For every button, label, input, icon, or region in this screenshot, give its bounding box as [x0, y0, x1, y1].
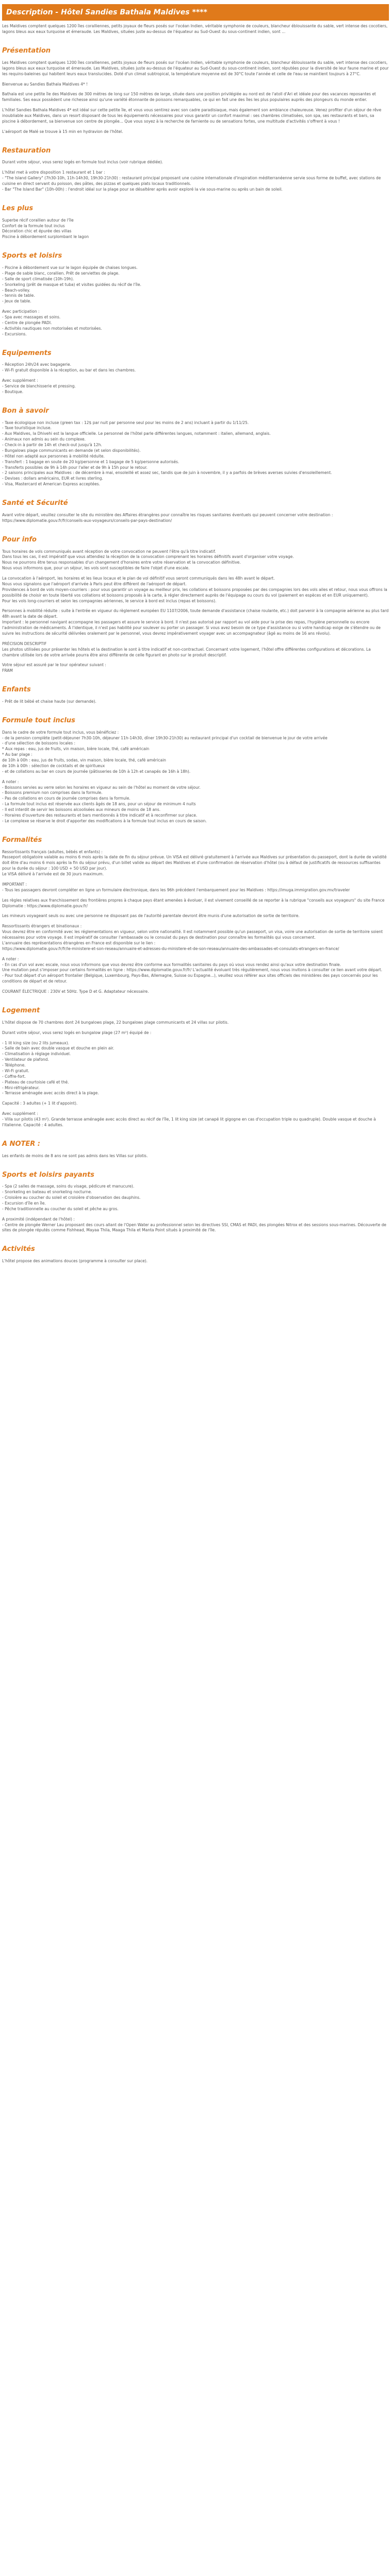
- section-paragraph: - Prêt de lit bébé et chaise haute (sur demande).: [2, 699, 96, 704]
- section-paragraph: L'hôtel met à votre disposition 1 restaurant et 1 bar : - "The Island Gallery" (7h30-10h, 11h-14h30, 19h30-21h30) : restaurant principal proposant une cuisine internationale d'inspiration méditerranéenne servie sous forme de buffet, avec stations de cuisine en direct servant du poisson, des pâtes, des pizzas et quelques plats locaux traditionnels. - Bar "The Island Bar" (10h-00h) : l'endroit idéal sur la plage pour se désaltérer après avoir exploré la vie sous-marine ou après un bain de soleil.: [2, 170, 381, 192]
- section-title: Pour info: [2, 535, 37, 544]
- section-paragraph: - Taxe écologique non incluse (green tax : 12$ par nuit par personne seul pour les moins de 2 ans) incluant à partir du 1/11/25. - Taxe touristique incluse. - Aux Maldives, la Dhivehi est la langue officielle. Le personnel de l'hôtel parle différentes langues, notamment : italien, allemand, anglais. - Animaux non admis au sein du complexe. - Check-in à partir de 14h et check-out jusqu'à 12h. - Bungalows plage communicants en demande (et selon disponibilités). - Hôtel non adapté aux personnes à mobilité réduite. - Transfert : 1 bagage en soute de 20 kg/personne et 1 bagage de 5 kg/personne autorisés. - Transferts possibles de 9h à 14h pour l'aller et de 9h à 15h pour le retour. - 2 saisons principales aux Maldives : de décembre à mai, ensoleillé et assez sec, tandis que de juin à novembre, il y a parfois de brèves averses suivies d'ensoleillement. - Devises : dollars américains, EUR et livres sterling. - Visa, Mastercard et American Express acceptées.: [2, 420, 332, 487]
- section-paragraph: - Piscine à débordement vue sur le lagon équipée de chaises longues. - Plage de sable blanc, corallien. Prêt de serviettes de plage. - Salle de sport climatisée (10h-19h). - Snorkeling (prêt de masque et tuba) et visites guidées du récif de l'île. - Beach-volley. - tennis de table. - Jeux de table.: [2, 265, 141, 304]
- section-title: Formule tout inclus: [2, 716, 75, 724]
- section-paragraph: Tous horaires de vols communiqués avant réception de votre convocation ne peuvent l'être qu'à titre indicatif. Dans tous les cas, il est impératif que vous attendiez la réception de la convocation comprenant les horaires définitifs avant d'organiser votre voyage. Nous ne pourrons être tenus responsables d'un changement d'horaires entre votre réservation et la convocation définitive. Nous vous informons que, pour un séjour, les vols sont susceptibles de faire l'objet d'une escale.: [2, 549, 294, 571]
- section-paragraph: L'hôtel propose des animations douces (programme à consulter sur place).: [2, 1259, 148, 1264]
- section-paragraph: Les règles relatives aux franchissement des frontières propres à chaque pays étant amenées à évoluer, il est vivement conseillé de se reporter à la rubrique "conseils aux voyageurs" du site France Diplomatie : https://www.diplomatie.gouv.fr/: [2, 897, 385, 908]
- section-paragraph: - Réception 24h/24 avec bagagerie. - Wi-Fi gratuit disponible à la réception, au bar et dans les chambres.: [2, 362, 136, 373]
- section: [2, 836, 389, 995]
- section: [2, 716, 389, 824]
- section: [2, 1171, 389, 1234]
- section: [2, 535, 389, 674]
- section-title: Santé et Sécurité: [2, 499, 68, 507]
- section-paragraph: A noter : - Boissons servies au verre selon les horaires en vigueur au sein de l'hôtel au moment de votre séjour. - Boissons premium non comprises dans la formule. - Pas de collations en cours de journée comprises dans la formule. - La formule tout inclus est réservée aux clients âgés de 18 ans, pour un séjour de minimum 4 nuits - Il est interdit de servir les boissons alcoolisées aux mineurs de moins de 18 ans. - Horaires d'ouverture des restaurants et bars mentionnés à titre indicatif et à reconfirmer sur place. - Le complexe se réserve le droit d'apporter des modifications à la formule tout inclus en cours de saison.: [2, 779, 207, 823]
- sections-container: [2, 46, 389, 1264]
- section-title: Restauration: [2, 146, 51, 155]
- section-paragraph: Bienvenue au Sandies Bathala Maldives 4* !: [2, 81, 88, 87]
- section-title: Présentation: [2, 47, 51, 55]
- section-paragraph: Capacité : 3 adultes (+ 1 lit d'appoint).: [2, 1101, 78, 1106]
- section-paragraph: Durant votre séjour, vous serez logés en formule tout inclus (voir rubrique dédiée).: [2, 160, 164, 165]
- section-paragraph: Ressortissants français (adultes, bébés et enfants) : Passeport obligatoire valable au moins 6 mois après la date de fin du séjour prévue. Un VISA est délivré gratuitement à l'arrivée aux Maldives sur présentation du passeport, dont la durée de validité doit être d'au moins 6 mois après la fin du séjour prévu, d'un billet valide au départ des Maldives et d'une confirmation de réservation d'hôtel (ou à défaut de justificatifs de ressources suffisantes pour la durée du séjour : 100 USD + 50 USD par jour). Le VISA délivré à l'arrivée est de 30 jours maximum.: [2, 849, 387, 877]
- section-title: Les plus: [2, 204, 34, 212]
- section-paragraph: Durant votre séjour, vous serez logés en bungalow plage (27 m²) équipé de :: [2, 1030, 152, 1035]
- section-paragraph: Bathala est une petite île des Maldives de 300 mètres de long sur 150 mètres de large, située dans une position privilégiée au nord est de l'atoll d'Ari et idéale pour des vacances reposantes et familiales. Ses eaux possèdent une richesse ainsi qu'une variété étonnante de poissons remarquables, ce qui en fait une des îles les plus populaires auprès des plongeurs du monde entier.: [2, 92, 376, 103]
- section: [2, 251, 389, 337]
- section-paragraph: - Spa (2 salles de massage, soins du visage, pédicure et manucure). - Snorkeling en bateau et snorkeling nocturne. - Croisière au coucher du soleil et croisière d'observation des dauphins. - Excursion d'île en île. - Pêche traditionnelle au coucher du soleil et pêche au gros.: [2, 1184, 141, 1211]
- section-paragraph: Superbe récif corallien autour de l'île Confort de la formule tout inclus Décoration chic et épurée des villas Piscine à débordement surplombant le lagon: [2, 217, 89, 240]
- section: [2, 1245, 389, 1264]
- section: [2, 499, 389, 524]
- section: [2, 204, 389, 240]
- section-paragraph: IMPORTANT : - Tous les passagers devront compléter en ligne un formulaire électronique, dans les 96h précédent l'embarquement pour les Maldives : https://imuga.immigration.gov.mv/traveler: [2, 882, 350, 892]
- section-title: Enfants: [2, 686, 31, 694]
- section-paragraph: Votre séjour est assuré par le tour opérateur suivant : FRAM: [2, 663, 106, 673]
- section: [2, 146, 389, 193]
- section-title: Activités: [2, 1245, 35, 1253]
- section-paragraph: L'hôtel Sandies Bathala Maldives 4* est idéal sur cette petite île, et vous vous sentirez avec son cadre paradisiaque, mais également son ambiance chaleureuse. Venez profiter d'un séjour de rêve inoubliable aux Maldives, dans un resort disposant de tous les équipements nécessaires pour vous garantir un confort maximal : ses chambres climatisées, son spa, ses restaurants et bars, sa piscine à débordement, sa bienvenue son centre de plongée... Que vous soyez à la recherche de farniente ou de sensations fortes, une multitude d'activités s'offrent à vous !: [2, 108, 382, 124]
- section-paragraph: Ressortissants étrangers et binationaux : Vous devrez être en conformité avec les réglementations en vigueur, selon votre nationalité. Il est notamment possible qu'un passeport, un visa, voire une autorisation de sortie de territoire soient nécessaires pour votre voyage. Il est impératif de consulter l'ambassade ou le consulat du pays de destination pour connaître les formalités qui vous concernent. L'annuaire des représentations étrangères en France est disponible sur le lien : https://www.diplomatie.gouv.fr/fr/le-ministere-et-son-reseau/annuaire-et-adresses-du-ministere-et-de-son-reseau/annuaire-des-ambassades-et-consulats-etrangers-en-france/: [2, 924, 383, 951]
- section-title: Sports et loisirs payants: [2, 1171, 94, 1179]
- section: [2, 46, 389, 135]
- section: [2, 685, 389, 705]
- section-paragraph: L'hôtel dispose de 70 chambres dont 24 bungalows plage, 22 bungalows plage communicants et 24 villas sur pilotis.: [2, 1020, 229, 1025]
- page-banner: Description - Hôtel Sandies Bathala Maldives ****: [2, 4, 389, 21]
- section-title: Formalités: [2, 836, 42, 844]
- section-paragraph: PRÉCISION DESCRIPTIF Les photos utilisées pour présenter les hôtels et la destination le sont à titre indicatif et non-contractuel. Concernant votre logement, l'hôtel offre différentes configurations et décorations. La chambre utilisée lors de votre arrivée pourra être ainsi différente de celle figurant en photo sur le produit descriptif.: [2, 641, 371, 657]
- section: [2, 406, 389, 487]
- section-paragraph: Avec supplément : - Service de blanchisserie et pressing. - Boutique.: [2, 378, 76, 394]
- section-title: A NOTER :: [2, 1140, 41, 1148]
- section-paragraph: Personnes à mobilité réduite : suite à l'entrée en vigueur du règlement européen EU 1107/2006, toute demande d'assistance (chaise roulante, etc.) doit parvenir à la compagnie aérienne au plus tard 48h avant la date de départ. Important : le personnel navigant accompagne les passagers et assure le service à bord. Il n'est pas autorisé par rapport au vol aide pour la prise des repas, l'hygiène personnelle ou encore l'administration de médicaments. À l'identique, il n'est pas habilité pour soulever ou porter un passager. Si vous avez besoin de ce type d'assistance ou si votre handicap exige de s'étendre ou de suivre les instructions de sécurité délivrées oralement par le personnel, vous devrez impérativement voyager avec un accompagnateur (âgé au moins de 16 ans révolu).: [2, 608, 389, 636]
- section: [2, 1006, 389, 1128]
- section-paragraph: La convocation à l'aéroport, les horaires et les lieux locaux et le plan de vol définitif vous seront communiqués dans les 48h avant le départ. Nous vous signalons que l'aéroport d'arrivée à Paris peut être différent de l'aéroport de départ. Providences à bord de vols moyen-courriers : pour vous garantir un voyage au meilleur prix, les collations et boissons proposées par des compagnies lors des vols ailes et retour, nous vous offrons la possibilité de choisir en toute liberté vos collations et boissons proposés à la carte, à régler directement auprès de l'équipage ou cours du vol (paiement en espèces et en EUR uniquement). Pour les vols long-courriers et selon les compagnies aériennes, le service à bord est inclus (repas et boissons).: [2, 576, 387, 603]
- intro-paragraph: Les Maldives comptent quelques 1200 îles coralliennes, petits joyaux de fleurs posés sur l'océan Indien, véritable symphonie de couleurs, blancheur éblouissante du sable, vert intense des cocotiers, lagons bleus aux eaux turquoise et émeraude. Les Maldives, situées juste au-dessus de l'équateur au Sud-Ouest du sous-continent indien, sont ...: [2, 24, 388, 35]
- section-paragraph: Avant votre départ, veuillez consulter le site du ministère des Affaires étrangères pour connaître les risques sanitaires éventuels qui peuvent concerner votre destination : https://www.diplomatie.gouv.fr/fr/conseils-aux-voyageurs/conseils-par-pays-destination/: [2, 512, 333, 523]
- section-paragraph: Les enfants de moins de 8 ans ne sont pas admis dans les Villas sur pilotis.: [2, 1153, 148, 1158]
- section-paragraph: Avec supplément : - Villa sur pilotis (43 m²). Grande terrasse aménagée avec accès direct au récif de l'île, 1 lit king size (et canapé lit gigogne en cas d'occupation triple ou quadruple). Double vasque et douche à l'italienne. Capacité : 4 adultes.: [2, 1111, 376, 1127]
- section-title: Bon à savoir: [2, 406, 49, 415]
- section: [2, 349, 389, 395]
- section-title: Logement: [2, 1006, 40, 1014]
- section-paragraph: Les Maldives comptent quelques 1200 îles coralliennes, petits joyaux de fleurs posés sur l'océan Indien, véritable symphonie de couleurs, blancheur éblouissante du sable, vert intense des cocotiers, lagons bleus aux eaux turquoise et émeraude. Les Maldives, situées juste au-dessus de l'équateur au Sud-Ouest du sous-continent indien, sont réputées pour la diversité de leur faune marine et pour les requins-baleines qui habitent leurs eaux translucides. Doté d'un climat subtropical, la température moyenne est de 30°C toute l'année et celle de l'eau se maintient toujours à 27°C.: [2, 60, 389, 76]
- page: [0, 4, 391, 1264]
- section-paragraph: Avec participation : - Spa avec massages et soins. - Centre de plongée PADI. - Activités nautiques non motorisées et motorisées. - Excursions.: [2, 309, 102, 336]
- section-paragraph: Les mineurs voyageant seuls ou avec une personne ne disposant pas de l'autorité parentale devront être munis d'une autorisation de sortie de territoire.: [2, 913, 300, 919]
- section-paragraph: A proximité (indépendant de l'hôtel) : - Centre de plongée Werner Lau proposant des cours allant de l'Open Water au professionnel selon les directives SSI, CMAS et PADI, des plongées Nitrox et des sessions sous-marines. Découverte de sites de plongée réputés comme Fishhead, Mayaa Thila, Maaga Thila et Manta Point situés à proximité de l'île.: [2, 1216, 386, 1233]
- section-paragraph: COURANT ÉLECTRIQUE : 230V et 50Hz. Type D et G. Adaptateur nécessaire.: [2, 989, 149, 994]
- section-paragraph: Dans le cadre de votre formule tout inclus, vous bénéficiez : - de la pension complète (petit-déjeuner 7h30-10h, déjeuner 11h-14h30, dîner 19h30-21h30) au restaurant principal d'un cocktail de bienvenue le jour de votre arrivée - d'une sélection de boissons locales : * Aux repas : eau, jus de fruits, vin maison, bière locale, thé, café américain * Au bar plage : de 10h à 00h : eau, jus de fruits, sodas, vin maison, bière locale, thé, café américain de 10h à 00h : sélection de cocktails et de spiritueux - et de collations au bar en cours de journée (pâtisseries de 10h à 12h et canapés de 16h à 18h).: [2, 730, 328, 774]
- section-paragraph: - 1 lit king size (ou 2 lits jumeaux). - Salle de bain avec double vasque et douche en plein air. - Climatisation à réglage individuel. - Ventilateur de plafond. - Téléphone. - Wi-Fi gratuit. - Coffre-fort. - Plateau de courtoisie café et thé. - Mini-réfrigérateur. - Terrasse aménagée avec accès direct à la plage.: [2, 1040, 115, 1096]
- section-paragraph: A noter : - En cas d'un vol avec escale, nous vous informons que vous devrez être conforme aux formalités sanitaires du pays où vous vous rendez ainsi qu'aux votre destination finale. Une mutation peut s'imposer pour certains formalités en ligne : https://www.diplomatie.gouv.fr/fr/ L'actualité évoluant très régulièrement, nous vous invitons à consulter ce lien avant votre départ. - Pour tout départ d'un aéroport frontalier (Belgique, Luxembourg, Pays-Bas, Allemagne, Suisse ou Espagne...), veuillez vous référer aux sites officiels des ministères des pays concernés pour les conditions de départ et de retour.: [2, 956, 383, 984]
- section-title: Sports et loisirs: [2, 252, 62, 260]
- section-title: Equipements: [2, 349, 52, 357]
- section-paragraph: L'aéroport de Malé se trouve à 15 min en hydravion de l'hôtel.: [2, 129, 123, 134]
- section: [2, 1140, 389, 1159]
